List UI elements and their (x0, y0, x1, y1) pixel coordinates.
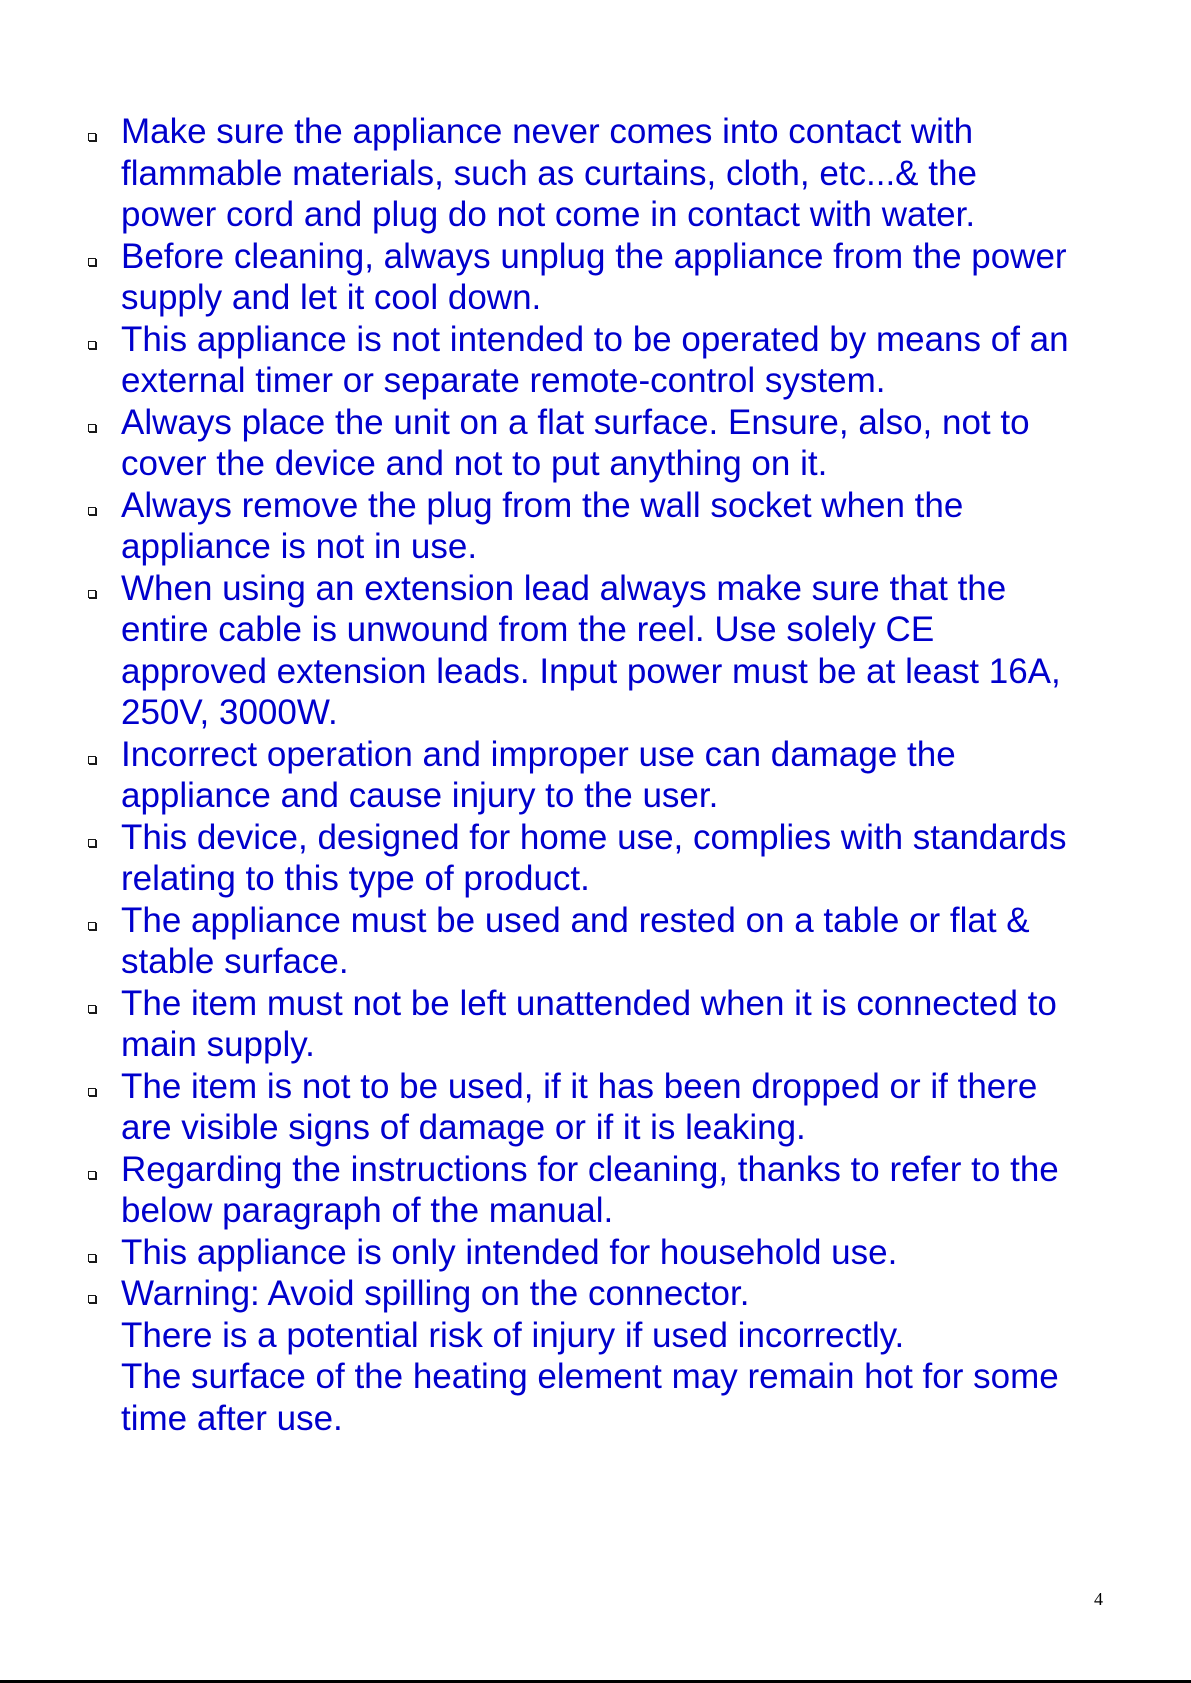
safety-item-line: external timer or separate remote-control system. (121, 361, 886, 400)
safety-item-line: appliance and cause injury to the user. (121, 776, 719, 815)
square-bullet-icon (88, 258, 96, 266)
safety-item (87, 236, 1117, 319)
safety-item-line: Make sure the appliance never comes into contact with (121, 112, 974, 151)
safety-item-line: Incorrect operation and improper use can damage the (121, 734, 956, 774)
square-bullet-icon (88, 756, 96, 764)
safety-item (87, 1149, 1117, 1232)
safety-item (87, 817, 1117, 900)
safety-item-line: When using an extension lead always make sure that the (121, 568, 1007, 608)
square-bullet-icon (88, 1088, 96, 1096)
safety-item (87, 983, 1117, 1066)
safety-item-line: appliance is not in use. (121, 527, 478, 566)
safety-item (87, 319, 1117, 402)
safety-item (87, 1066, 1117, 1149)
safety-item-line: cover the device and not to put anything on it. (121, 444, 828, 483)
square-bullet-icon (88, 133, 96, 141)
safety-item-line: Regarding the instructions for cleaning, thanks to refer to the (121, 1149, 1059, 1189)
safety-item-line: 250V, 3000W. (121, 693, 338, 732)
safety-item (87, 485, 1117, 568)
safety-item-line: power cord and plug do not come in contact with water. (121, 195, 976, 234)
square-bullet-icon (88, 424, 96, 432)
safety-item-line: The appliance must be used and rested on a table or flat & (121, 900, 1030, 940)
square-bullet-icon (88, 1171, 96, 1179)
safety-item-line: entire cable is unwound from the reel. Use solely CE (121, 610, 935, 649)
safety-item (87, 568, 1117, 734)
safety-item (87, 900, 1117, 983)
safety-item (87, 734, 1117, 817)
safety-item-line: relating to this type of product. (121, 859, 590, 898)
square-bullet-icon (88, 1254, 96, 1262)
safety-item-line: Always remove the plug from the wall socket when the (121, 485, 964, 525)
safety-item-line: The item must not be left unattended when it is connected to (121, 983, 1057, 1023)
square-bullet-icon (88, 839, 96, 847)
square-bullet-icon (88, 1005, 96, 1013)
safety-item-line: Warning: Avoid spilling on the connector. (121, 1274, 750, 1313)
safety-item-line: time after use. (121, 1398, 343, 1438)
safety-item-line: supply and let it cool down. (121, 278, 542, 317)
safety-item (87, 1232, 1117, 1274)
square-bullet-icon (88, 922, 96, 930)
safety-item-line: This appliance is not intended to be operated by means of an (121, 319, 1069, 359)
safety-item-line: There is a potential risk of injury if used incorrectly. (121, 1315, 905, 1355)
safety-item-line: approved extension leads. Input power must be at least 16A, (121, 651, 1061, 691)
square-bullet-icon (88, 507, 96, 515)
safety-item-line: This device, designed for home use, complies with standards (121, 817, 1067, 857)
safety-item-line: The surface of the heating element may remain hot for some (121, 1357, 1059, 1396)
safety-item (87, 402, 1117, 485)
page-number: 4 (1094, 1589, 1103, 1609)
safety-item-line: below paragraph of the manual. (121, 1191, 614, 1230)
square-bullet-icon (88, 590, 96, 598)
safety-item (87, 111, 1117, 236)
safety-item (87, 1273, 1117, 1439)
safety-item-line: are visible signs of damage or if it is leaking. (121, 1108, 806, 1147)
safety-item-line: The item is not to be used, if it has been dropped or if there (121, 1066, 1038, 1106)
safety-item-line: flammable materials, such as curtains, cloth, etc...& the (121, 153, 977, 193)
square-bullet-icon (88, 341, 96, 349)
safety-item-line: stable surface. (121, 942, 349, 981)
safety-item-line: Before cleaning, always unplug the appliance from the power (121, 236, 1067, 276)
square-bullet-icon (88, 1295, 96, 1303)
safety-item-line: main supply. (121, 1025, 315, 1064)
safety-instructions-list (87, 111, 1117, 1439)
safety-item-line: Always place the unit on a flat surface. Ensure, also, not to (121, 402, 1030, 442)
safety-item-line: This appliance is only intended for household use. (121, 1232, 898, 1272)
